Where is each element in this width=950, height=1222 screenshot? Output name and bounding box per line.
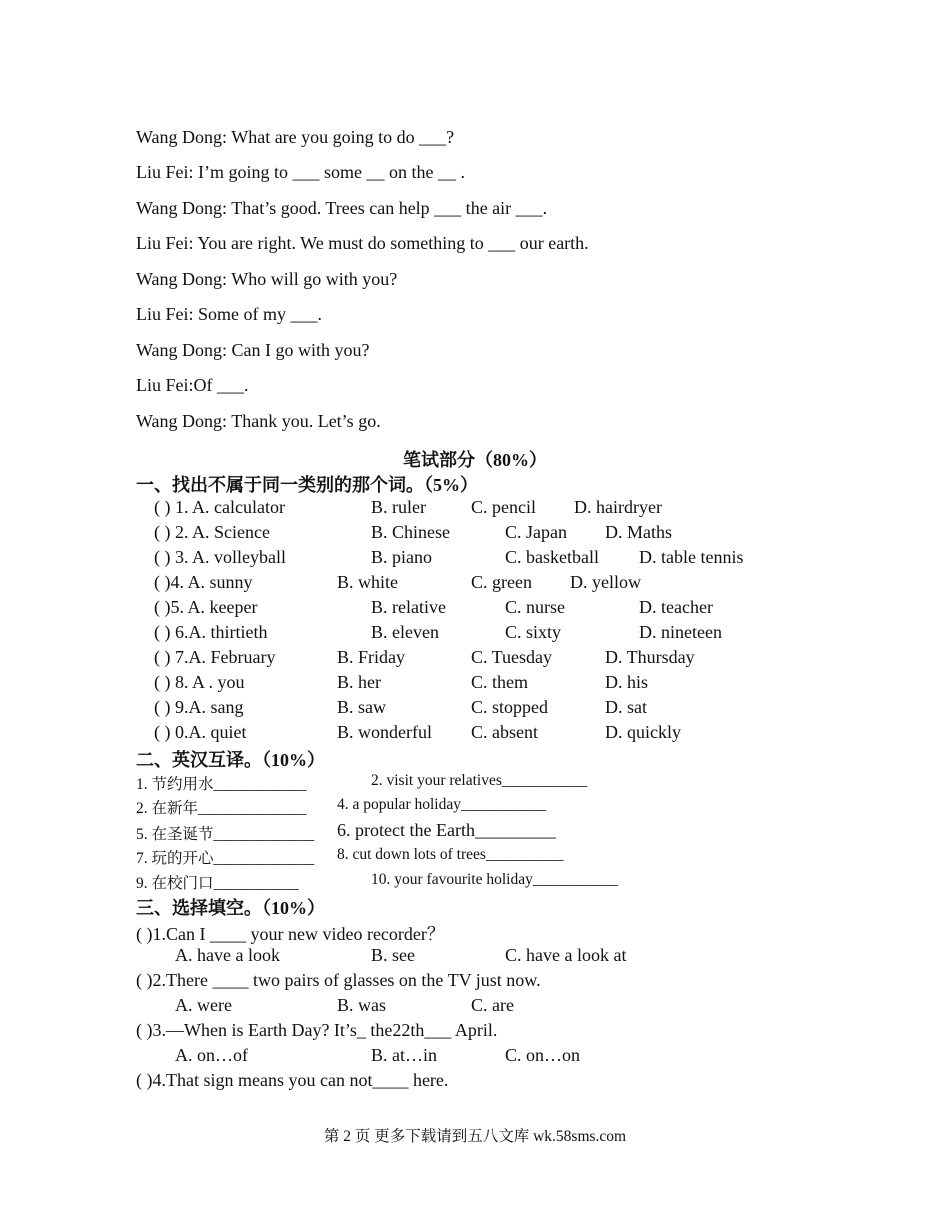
option-d: D. table tennis — [639, 547, 744, 567]
section3-title: 三、选择填空。（10%） — [136, 898, 325, 918]
option-b: B. her — [337, 672, 381, 692]
question-number: ( )5. A. keeper — [154, 597, 258, 617]
choice-option: B. at…in — [371, 1045, 437, 1065]
section2-title: 二、英汉互译。（10%） — [136, 750, 325, 770]
translation-item: 6. protect the Earth_________ — [337, 820, 556, 840]
option-b: B. wonderful — [337, 722, 432, 742]
dialogue-line: Wang Dong: Thank you. Let’s go. — [136, 411, 381, 431]
section1-title: 一、找出不属于同一类别的那个词。（5%） — [136, 475, 478, 495]
option-d: D. nineteen — [639, 622, 722, 642]
option-b: B. relative — [371, 597, 446, 617]
option-d: D. yellow — [570, 572, 641, 592]
option-d: D. his — [605, 672, 649, 692]
dialogue-line: Wang Dong: What are you going to do ___? — [136, 127, 455, 147]
option-b: B. ruler — [371, 497, 426, 517]
option-d: D. Thursday — [605, 647, 695, 667]
choice-option: C. have a look at — [505, 945, 627, 965]
translation-item: 2. visit your relatives___________ — [371, 772, 588, 789]
question-number: ( ) 0.A. quiet — [154, 722, 247, 742]
option-d: D. quickly — [605, 722, 681, 742]
choice-question: ( )1.Can I ____ your new video recorder？ — [136, 924, 445, 944]
option-c: C. them — [471, 672, 528, 692]
option-c: C. sixty — [505, 622, 562, 642]
option-c: C. Japan — [505, 522, 567, 542]
dialogue-line: Wang Dong: Who will go with you? — [136, 269, 398, 289]
question-number: ( ) 6.A. thirtieth — [154, 622, 268, 642]
translation-item: 7. 玩的开心_____________ — [136, 850, 315, 867]
option-c: C. stopped — [471, 697, 549, 717]
option-b: B. piano — [371, 547, 432, 567]
choice-question: ( )2.There ____ two pairs of glasses on the TV just now. — [136, 970, 541, 990]
question-number: ( ) 7.A. February — [154, 647, 276, 667]
option-c: C. nurse — [505, 597, 565, 617]
question-number: ( ) 2. A. Science — [154, 522, 270, 542]
option-b: B. saw — [337, 697, 386, 717]
translation-item: 2. 在新年______________ — [136, 800, 307, 817]
translation-item: 1. 节约用水____________ — [136, 776, 307, 793]
option-c: C. absent — [471, 722, 538, 742]
option-c: C. basketball — [505, 547, 599, 567]
option-c: C. pencil — [471, 497, 536, 517]
dialogue-line: Wang Dong: Can I go with you? — [136, 340, 370, 360]
option-b: B. Friday — [337, 647, 406, 667]
choice-option: C. on…on — [505, 1045, 581, 1065]
option-d: D. hairdryer — [574, 497, 662, 517]
option-c: C. green — [471, 572, 532, 592]
choice-option: B. see — [371, 945, 415, 965]
question-number: ( ) 1. A. calculator — [154, 497, 285, 517]
translation-item: 9. 在校门口___________ — [136, 875, 299, 892]
option-d: D. teacher — [639, 597, 713, 617]
translation-item: 4. a popular holiday___________ — [337, 796, 547, 813]
dialogue-line: Liu Fei: Some of my ___. — [136, 304, 322, 324]
dialogue-line: Wang Dong: That’s good. Trees can help ___ the air ___. — [136, 198, 548, 218]
choice-question: ( )3.—When is Earth Day? It’s_ the22th___ April. — [136, 1020, 498, 1040]
question-number: ( ) 8. A . you — [154, 672, 245, 692]
choice-option: A. were — [175, 995, 232, 1015]
dialogue-line: Liu Fei:Of ___. — [136, 375, 249, 395]
choice-question: ( )4.That sign means you can not____ here. — [136, 1070, 449, 1090]
dialogue-line: Liu Fei: You are right. We must do something to ___ our earth. — [136, 233, 589, 253]
option-b: B. Chinese — [371, 522, 450, 542]
question-number: ( ) 3. A. volleyball — [154, 547, 286, 567]
question-number: ( ) 9.A. sang — [154, 697, 244, 717]
dialogue-line: Liu Fei: I’m going to ___ some __ on the __ . — [136, 162, 465, 182]
translation-item: 5. 在圣诞节_____________ — [136, 826, 315, 843]
choice-option: B. was — [337, 995, 386, 1015]
option-b: B. eleven — [371, 622, 439, 642]
option-c: C. Tuesday — [471, 647, 553, 667]
translation-item: 10. your favourite holiday___________ — [371, 871, 619, 888]
choice-option: C. are — [471, 995, 514, 1015]
translation-item: 8. cut down lots of trees__________ — [337, 846, 564, 863]
choice-option: A. on…of — [175, 1045, 248, 1065]
choice-option: A. have a look — [175, 945, 280, 965]
option-d: D. Maths — [605, 522, 672, 542]
option-d: D. sat — [605, 697, 647, 717]
written-part-title: 笔试部分（80%） — [403, 450, 547, 470]
option-b: B. white — [337, 572, 398, 592]
question-number: ( )4. A. sunny — [154, 572, 253, 592]
page-footer: 第 2 页 更多下载请到五八文库 wk.58sms.com — [323, 1128, 627, 1145]
